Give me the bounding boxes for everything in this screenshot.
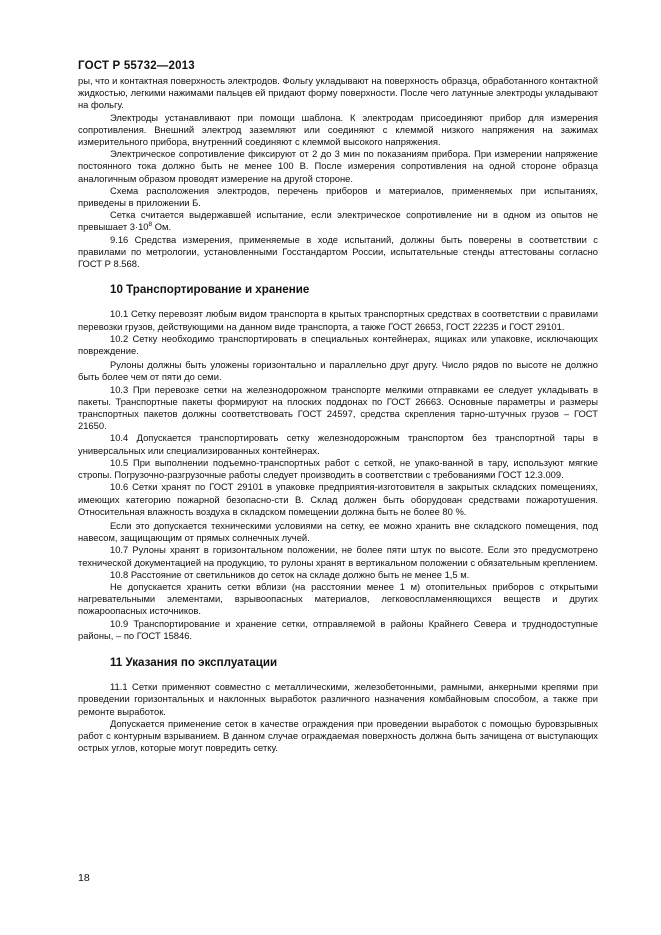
paragraph: 10.2 Сетку необходимо транспортировать в специальных контейнерах, ящиках или упаковке, исключающих повреждение.	[78, 332, 598, 357]
paragraph: 10.4 Допускается транспортировать сетку железнодорожным транспортом без транспортной тары в универсальных или специализированных контейнерах.	[78, 432, 598, 456]
paragraph: Схема расположения электродов, перечень приборов и материалов, применяемых при испытаниях, приведены в приложении Б.	[78, 184, 598, 209]
paragraph: Допускается применение сеток в качестве ограждения при проведении выработок с помощью буровзрывных работ с контурным взрыванием. В данном случае ограждаемая поверхность должна быть зачищена от выступающих острых углов, которые могут повредить сетку.	[78, 717, 598, 754]
paragraph: Электроды устанавливают при помощи шаблона. К электродам присоединяют прибор для измерения сопротивления. Внешний электрод заземляют или соединяют с клеммой низкого напряжения на зажимах измерительного прибора, внутренний соединяют с клеммой высокого напряжения.	[78, 111, 598, 148]
paragraph: 10.8 Расстояние от светильников до сеток на складе должно быть не менее 1,5 м.	[110, 568, 470, 580]
paragraph: Рулоны должны быть уложены горизонтально и параллельно друг другу. Число рядов по высоте не должно быть более чем от пяти до семи.	[78, 359, 598, 383]
paragraph: 10.5 При выполнении подъемно-транспортных работ с сеткой, не упако-ванной в тару, используют мягкие стропы. Погрузочно-разгрузочные работы следует производить в соответствии с требованиями ГОСТ 12.3.009.	[78, 456, 598, 481]
paragraph: 10.3 При перевозке сетки на железнодорожном транспорте мелкими отправками ее следует укладывать в пакеты. Транспортные пакеты формируют на плоских поддонах по ГОСТ 26663. Основные параметры и размеры транспортных пакетов должны соответствовать ГОСТ 24597, средства скрепления тарно-штучных грузов – ГОСТ 21650.	[78, 383, 598, 432]
paragraph: ры, что и контактная поверхность электродов. Фольгу укладывают на поверхность образца, обработанного контактной жидкостью, легкими нажимами пальцев ей придают форму поверхности. После чего латунные электроды укладывают на фольгу.	[78, 75, 598, 111]
page-number: 18	[78, 872, 90, 884]
section-heading-11: 11 Указания по эксплуатации	[110, 655, 278, 669]
document-body	[78, 75, 598, 754]
paragraph: 10.6 Сетки хранят по ГОСТ 29101 в упаковке предприятия-изготовителя в закрытых складских помещениях, имеющих категорию пожарной безопасно-сти В. Склад должен быть оборудован средствами пожаротушения. Относительная влажность воздуха в складском помещении должна быть не более 80 %.	[78, 481, 598, 517]
paragraph: Не допускается хранить сетки вблизи (на расстоянии менее 1 м) отопительных приборов с открытыми нагревательными элементами, взрывоопасных материалов, легковоспламеняющихся веществ и других пожароопасных источников.	[78, 580, 598, 617]
document-header: ГОСТ Р 55732—2013	[78, 60, 195, 72]
exponent: 8	[148, 221, 153, 229]
paragraph: 10.7 Рулоны хранят в горизонтальном положении, не более пяти штук по высоте. Если это предусмотрено технической документацией на продукцию, то рулоны хранят в вертикальном положении с обязательным креплением.	[78, 544, 598, 568]
paragraph: Электрическое сопротивление фиксируют от 2 до 3 мин по показаниям прибора. При измерении напряжение постоянного тока должно быть не менее 100 В. После измерения сопротивления на одной стороне образца аналогичным образом проводят измерение на другой стороне.	[78, 148, 598, 184]
paragraph: 10.9 Транспортирование и хранение сетки, отправляемой в районы Крайнего Севера и труднодоступные районы, – по ГОСТ 15846.	[78, 617, 598, 641]
paragraph: 10.1 Сетку перевозят любым видом транспорта в крытых транспортных средствах в соответствии с правилами перевозки грузов, действующими на данном виде транспорта, а также ГОСТ 26653, ГОСТ 22235 и ГОСТ 29101.	[78, 308, 598, 332]
paragraph: 11.1 Сетки применяют совместно с металлическими, железобетонными, рамными, анкерными крепями при проведении горизонтальных и наклонных выработок различного назначения комбайновым способом, а также при ремонте выработок.	[78, 681, 598, 717]
paragraph: 9.16 Средства измерения, применяемые в ходе испытаний, должны быть поверены в соответствии с правилами по метрологии, установленными Госстандартом России, испытательные стенды аттестованы согласно ГОСТ Р 8.568.	[78, 233, 598, 270]
text-fragment: Ом.	[152, 221, 172, 233]
paragraph: Если это допускается техническими условиями на сетку, ее можно хранить вне складского помещения, под навесом, защищающим от прямых солнечных лучей.	[78, 519, 598, 544]
section-heading-10: 10 Транспортирование и хранение	[110, 283, 310, 297]
text-fragment: Сетка считается выдержавшей испытание, если электрическое сопротивление ни в одном из опытов не превышает 3·10	[78, 209, 598, 233]
paragraph-resistance-criterion	[78, 209, 598, 233]
